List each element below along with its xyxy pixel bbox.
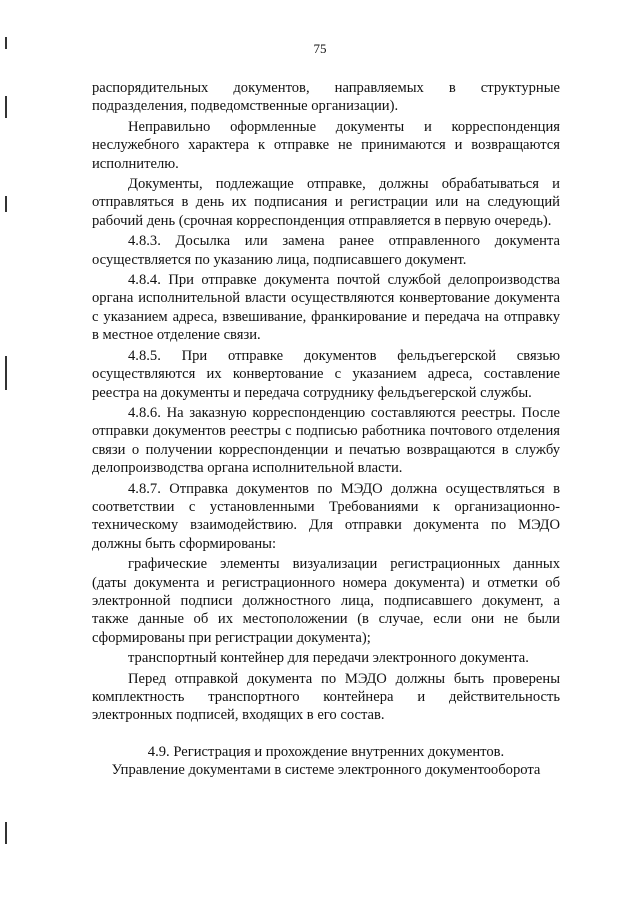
paragraph: 4.8.6. На заказную корреспонденцию составляются реестры. После отправки документов реестры с подписью работника почтового отделения связи о получении корреспонденции и печатью возвращаются в службу делопроизводства органа исполнительной власти. <box>92 404 560 477</box>
page-number: 75 <box>313 41 327 56</box>
scan-margin-mark <box>5 196 7 212</box>
paragraph: распорядительных документов, направляемых в структурные подразделения, подведомственные организации). <box>92 80 560 115</box>
paragraph: Неправильно оформленные документы и корреспонденция неслужебного характера к отправке не принимаются и возвращаются исполнителю. <box>92 118 560 172</box>
scan-margin-mark <box>5 96 7 118</box>
paragraph: 4.8.7. Отправка документов по МЭДО должна осуществляться в соответствии с установленными Требованиями к организационно-техническому взаимодействию. Для отправки документа по МЭДО должны быть сформированы: <box>92 480 560 552</box>
section-heading: 4.9. Регистрация и прохождение внутренних документов. <box>147 743 505 760</box>
paragraph: Документы, подлежащие отправке, должны обрабатываться и отправляться в день их подписания и регистрации или на следующий рабочий день (срочная корреспонденция отправляется в первую очередь). <box>92 176 560 229</box>
list-item: транспортный контейнер для передачи электронного документа. <box>128 650 529 667</box>
paragraph: 4.8.3. Досылка или замена ранее отправленного документа осуществляется по указанию лица, подписавшего документ. <box>92 233 560 268</box>
scan-margin-mark <box>5 822 7 844</box>
list-item: графические элементы визуализации регистрационных данных (даты документа и регистрационного номера документа) и отметки об электронной подписи должностного лица, подписавшего документ, а также данные об их местоположении (в случае, если они не были сформированы при регистрации документа); <box>92 556 560 646</box>
scan-margin-mark <box>5 37 7 49</box>
paragraph: Перед отправкой документа по МЭДО должны быть проверены комплектность транспортного контейнера и действительность электронных подписей, входящих в его состав. <box>92 670 560 724</box>
document-body <box>92 79 560 780</box>
scan-margin-mark <box>5 356 7 390</box>
paragraph: 4.8.5. При отправке документов фельдъегерской связью осуществляются их конвертование с указанием адреса, составление реестра на документы и передача сотруднику фельдъегерской службы. <box>92 347 560 401</box>
section-subheading: Управление документами в системе электронного документооборота <box>111 762 541 779</box>
paragraph: 4.8.4. При отправке документа почтой службой делопроизводства органа исполнительной власти осуществляются конвертование документа с указанием адреса, взвешивание, франкирование и передача на отправку в местное отделение связи. <box>92 272 560 344</box>
